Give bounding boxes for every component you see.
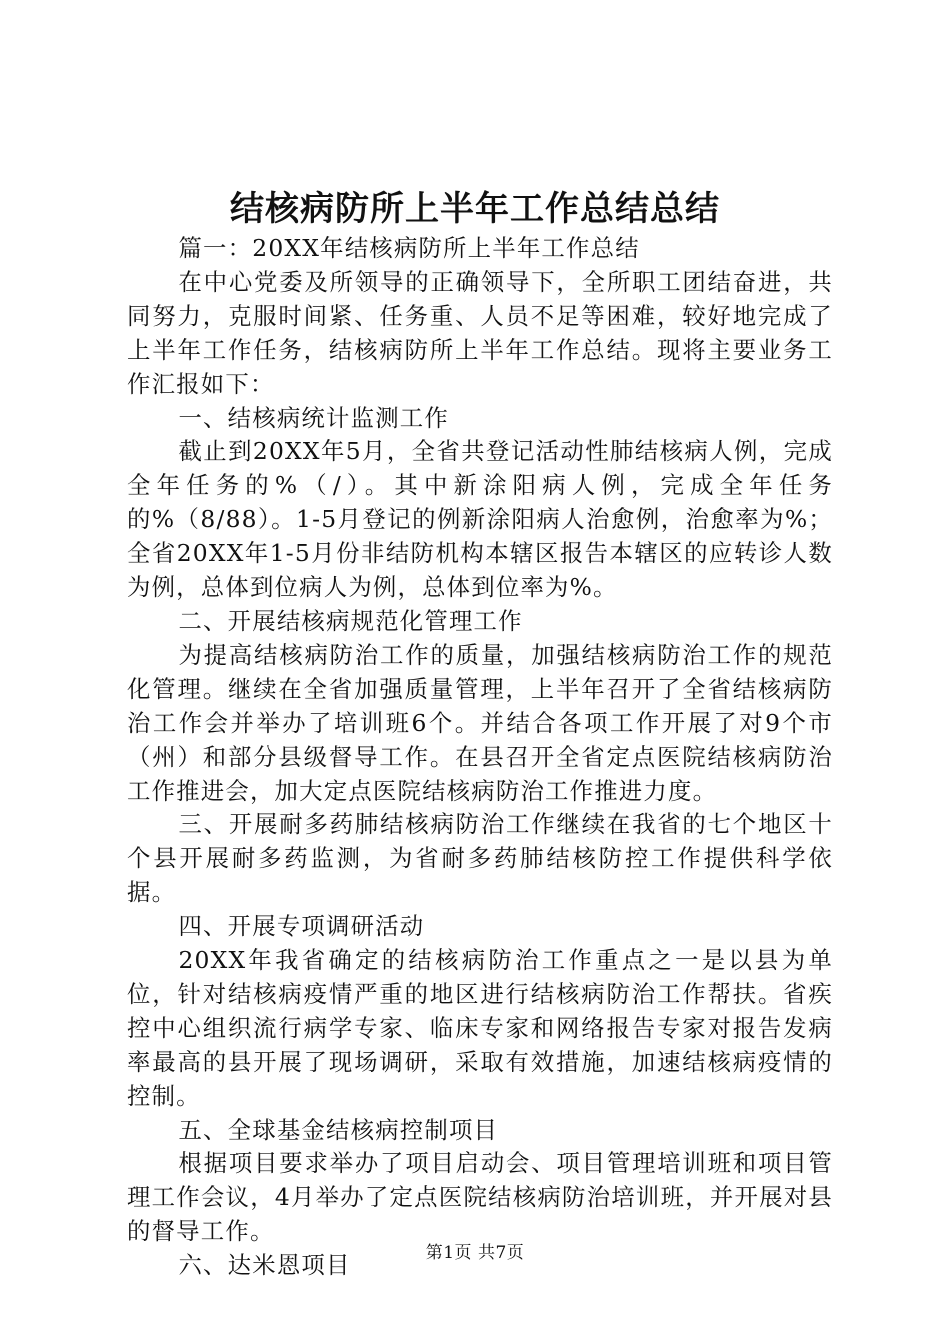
paragraph-section-3: 三、开展耐多药肺结核病防治工作继续在我省的七个地区十个县开展耐多药监测，为省耐多药肺结核防控工作提供科学依据。	[127, 810, 833, 907]
paragraph-series-heading: 篇一：20XX年结核病防所上半年工作总结	[178, 234, 640, 262]
document-body	[127, 232, 833, 1283]
page-number-footer: 第1页 共7页	[425, 1243, 525, 1263]
section-heading-4: 四、开展专项调研活动	[178, 912, 425, 941]
document-title: 结核病防所上半年工作总结总结	[230, 189, 720, 229]
paragraph-section-5: 根据项目要求举办了项目启动会、项目管理培训班和项目管理工作会议，4月举办了定点医院结核病防治培训班，并开展对县的督导工作。	[127, 1149, 833, 1246]
paragraph-section-1: 截止到20XX年5月，全省共登记活动性肺结核病人例，完成全年任务的%（/）。其中新涂阳病人例，完成全年任务的%（8/88）。1-5月登记的例新涂阳病人治愈例，治愈率为%；全省20XX年1-5月份非结防机构本辖区报告本辖区的应转诊人数为例，总体到位病人为例，总体到位率为%。	[127, 437, 833, 602]
section-heading-1: 一、结核病统计监测工作	[178, 403, 449, 432]
paragraph-section-4: 20XX年我省确定的结核病防治工作重点之一是以县为单位，针对结核病疫情严重的地区进行结核病防治工作帮扶。省疾控中心组织流行病学专家、临床专家和网络报告专家对报告发病率最高的县开展了现场调研，采取有效措施，加速结核病疫情的控制。	[127, 946, 833, 1110]
paragraph-intro: 在中心党委及所领导的正确领导下，全所职工团结奋进，共同努力，克服时间紧、任务重、人员不足等困难，较好地完成了上半年工作任务，结核病防所上半年工作总结。现将主要业务工作汇报如下：	[127, 267, 833, 398]
section-heading-6: 六、达米恩项目	[178, 1251, 351, 1280]
paragraph-section-2: 为提高结核病防治工作的质量，加强结核病防治工作的规范化管理。继续在全省加强质量管理，上半年召开了全省结核病防治工作会并举办了培训班6个。并结合各项工作开展了对9个市（州）和部分县级督导工作。在县召开全省定点医院结核病防治工作推进会，加大定点医院结核病防治工作推进力度。	[127, 640, 833, 805]
section-heading-2: 二、开展结核病规范化管理工作	[178, 606, 523, 635]
section-heading-5: 五、全球基金结核病控制项目	[178, 1115, 499, 1144]
